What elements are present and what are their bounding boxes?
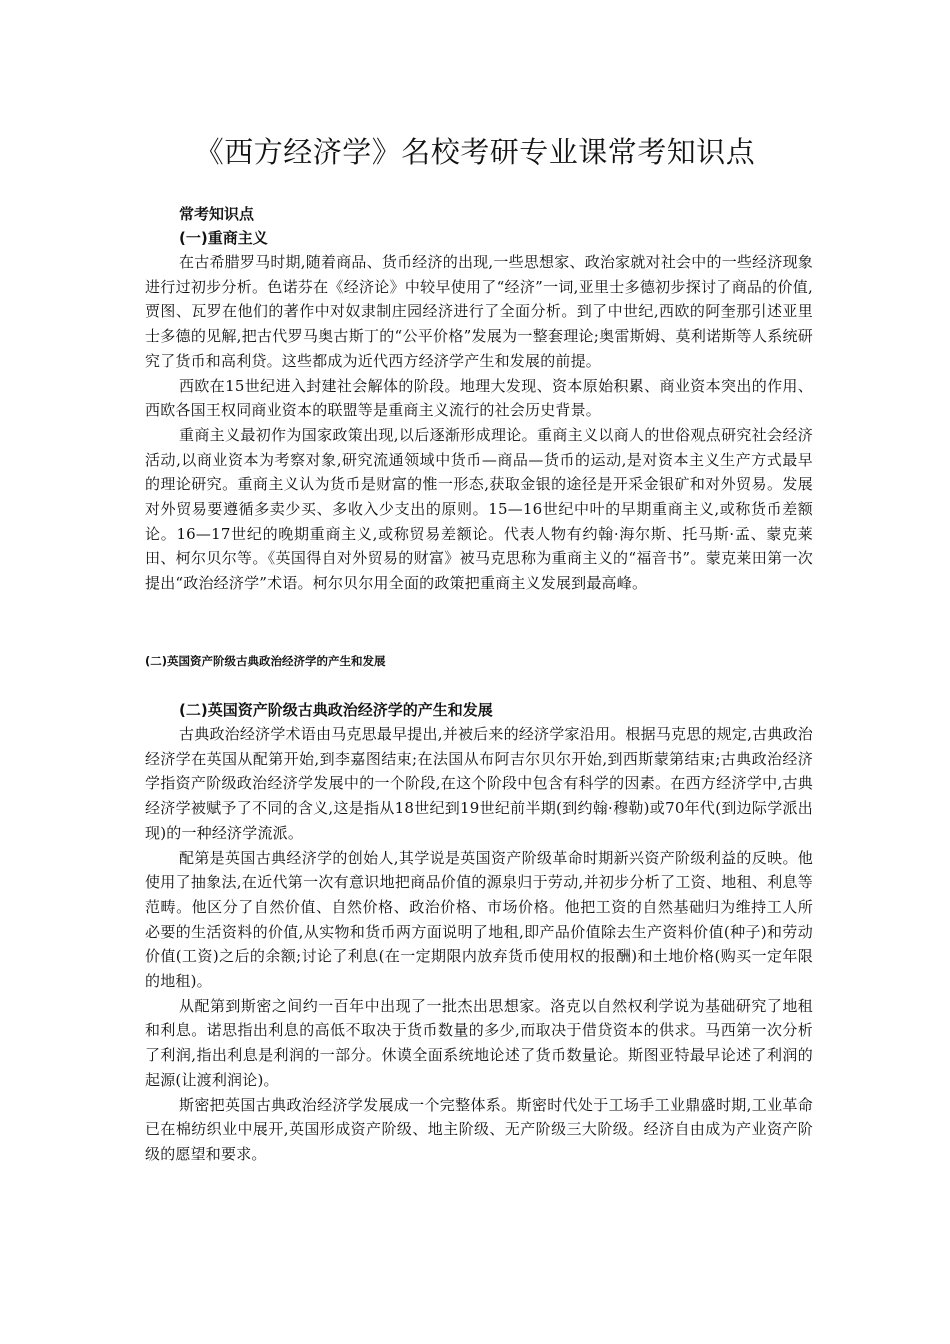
inline-section-heading: (二)英国资产阶级古典政治经济学的产生和发展 [145, 654, 386, 668]
section-1-paragraph: 重商主义最初作为国家政策出现,以后逐渐形成理论。重商主义以商人的世俗观点研究社会经济活动,以商业资本为考察对象,研究流通领域中货币—商品—货币的运动,是对资本主义生产方式最早的理论研究。重商主义认为货币是财富的惟一形态,获取金银的途径是开采金银矿和对外贸易。发展对外贸易要遵循多卖少买、多收入少支出的原则。15—16世纪中叶的早期重商主义,或称货币差额论。16—17世纪的晚期重商主义,或称贸易差额论。代表人物有约翰·海尔斯、托马斯·孟、蒙克莱田、柯尔贝尔等。《英国得自对外贸易的财富》被马克思称为重商主义的“福音书”。蒙克莱田第一次提出“政治经济学”术语。柯尔贝尔用全面的政策把重商主义发展到最高峰。 [145, 425, 813, 593]
section-1-paragraph: 在古希腊罗马时期,随着商品、货币经济的出现,一些思想家、政治家就对社会中的一些经济现象进行过初步分析。色诺芬在《经济论》中较早使用了“经济”一词,亚里士多德初步探讨了商品的价值,贾图、瓦罗在他们的著作中对奴隶制庄园经济进行了全面分析。到了中世纪,西欧的阿奎那引述亚里士多德的见解,把古代罗马奥古斯丁的“公平价格”发展为一整套理论;奥雷斯姆、莫利诺斯等人系统研究了货币和高利贷。这些都成为近代西方经济学产生和发展的前提。 [145, 253, 813, 370]
section-1 [145, 202, 813, 596]
section-label: 常考知识点 [179, 205, 255, 223]
section-2-paragraph: 斯密把英国古典政治经济学发展成一个完整体系。斯密时代处于工场手工业鼎盛时期,工业革命已在棉纺织业中展开,英国形成资产阶级、地主阶级、无产阶级三大阶级。经济自由成为产业资产阶级的愿望和要求。 [145, 1095, 813, 1163]
section-2-paragraph: 古典政治经济学术语由马克思最早提出,并被后来的经济学家沿用。根据马克思的规定,古典政治经济学在英国从配第开始,到李嘉图结束;在法国从布阿吉尔贝尔开始,到西斯蒙第结束;古典政治经济学指资产阶级政治经济学发展中的一个阶段,在这个阶段中包含有科学的因素。在西方经济学中,古典经济学被赋予了不同的含义,这是指从18世纪到19世纪前半期(到约翰·穆勒)或70年代(到边际学派出现)的一种经济学流派。 [145, 725, 813, 842]
section-2-paragraph: 配第是英国古典经济学的创始人,其学说是英国资产阶级革命时期新兴资产阶级利益的反映。他使用了抽象法,在近代第一次有意识地把商品价值的源泉归于劳动,并初步分析了工资、地租、利息等范畴。他区分了自然价值、自然价格、政治价格、市场价格。他把工资的自然基础归为维持工人所必要的生活资料的价值,从实物和货币两方面说明了地租,即产品价值除去生产资料价值(种子)和劳动价值(工资)之后的余额;讨论了利息(在一定期限内放弃货币使用权的报酬)和土地价格(购买一定年限的地租)。 [145, 848, 813, 991]
document-title: 《西方经济学》名校考研专业课常考知识点 [194, 135, 756, 169]
section-1-paragraph: 西欧在15世纪进入封建社会解体的阶段。地理大发现、资本原始积累、商业资本突出的作用、西欧各国王权同商业资本的联盟等是重商主义流行的社会历史背景。 [145, 376, 813, 420]
section-2-paragraph: 从配第到斯密之间约一百年中出现了一批杰出思想家。洛克以自然权利学说为基础研究了地租和利息。诺思指出利息的高低不取决于货币数量的多少,而取决于借贷资本的供求。马西第一次分析了利润,指出利息是利润的一部分。休谟全面系统地论述了货币数量论。斯图亚特最早论述了利润的起源(让渡利润论)。 [145, 996, 813, 1089]
section-2 [145, 698, 813, 1167]
section-2-heading: (二)英国资产阶级古典政治经济学的产生和发展 [179, 701, 493, 719]
section-1-heading: (一)重商主义 [179, 229, 268, 247]
